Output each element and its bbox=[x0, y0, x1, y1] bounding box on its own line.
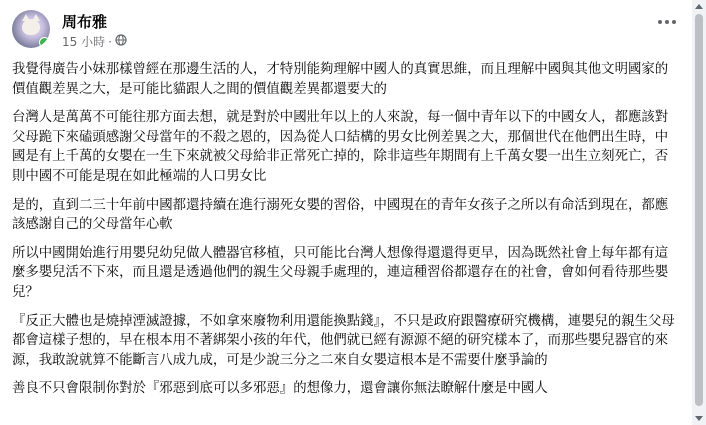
vertical-scrollbar[interactable] bbox=[692, 0, 706, 425]
post-paragraph: 我覺得廣告小妹那樣曾經在那邊生活的人，才特別能夠理解中國人的真實思維，而且理解中國與其他文明國家的價值觀差異之大，是可能比貓跟人之間的價值觀差異都還要大的 bbox=[12, 62, 669, 97]
scroll-up-arrow-icon[interactable] bbox=[695, 4, 703, 9]
post-paragraph: 所以中國開始進行用嬰兒幼兒做人體器官移植，只可能比台灣人想像得還還得更早，因為既然社會上每年都有這麼多嬰兒活不下來，而且還是透過他們的親生父母親手處理的，連這種習俗都還存在的社會，會如何看待那些嬰兒？ bbox=[12, 245, 669, 300]
post-paragraph: 台灣人是萬萬不可能往那方面去想，就是對於中國壯年以上的人來說，每一個中青年以下的中國女人，都應該對父母跪下來磕頭感謝父母當年的不殺之恩的，因為從人口結構的男女比例差異之大，那個世代在他們出生時，中國是有上千萬的女嬰在一生下來就被父母給非正常死亡掉的，除非這些年期間有上千萬女嬰一出生立刻死亡，否則中國不可能是現在如此極端的人口男女比 bbox=[12, 110, 669, 184]
post-paragraph: 是的，直到二三十年前中國都還持續在進行溺死女嬰的習俗，中國現在的青年女孩子之所以有命活到現在，都應該感謝自己的父母當年心軟 bbox=[12, 197, 669, 233]
post-header bbox=[12, 8, 672, 54]
post-body bbox=[12, 60, 676, 408]
author-name[interactable]: 周布雅 bbox=[62, 13, 108, 31]
post-meta bbox=[62, 33, 127, 50]
post-paragraph: 『反正大體也是燒掉湮滅證據，不如拿來廢物利用還能換點錢』，不只是政府跟醫療研究機構，連嬰兒的親生父母都會這樣子想的，早在根本用不著綁架小孩的年代，他們就已經有源源不絕的研究樣本了，而那些嬰兒器官的來源，我敢說就算不能斷言八成九成，可是少說三分之二來自女嬰這根本是不需要什麼爭論的 bbox=[12, 313, 675, 368]
scroll-down-arrow-icon[interactable] bbox=[695, 416, 703, 421]
scrollbar-thumb[interactable] bbox=[695, 14, 703, 406]
online-status-indicator bbox=[39, 37, 50, 48]
more-horizontal-icon[interactable] bbox=[654, 12, 680, 32]
post-timestamp[interactable]: 15 小時 bbox=[62, 35, 106, 49]
globe-icon[interactable] bbox=[115, 34, 127, 49]
meta-separator: · bbox=[108, 34, 112, 49]
cat-avatar-image bbox=[22, 19, 40, 35]
post-paragraph: 善良不只會限制你對於『邪惡到底可以多邪惡』的想像力，還會讓你無法瞭解什麼是中國人 bbox=[12, 381, 548, 397]
avatar[interactable] bbox=[12, 10, 50, 48]
